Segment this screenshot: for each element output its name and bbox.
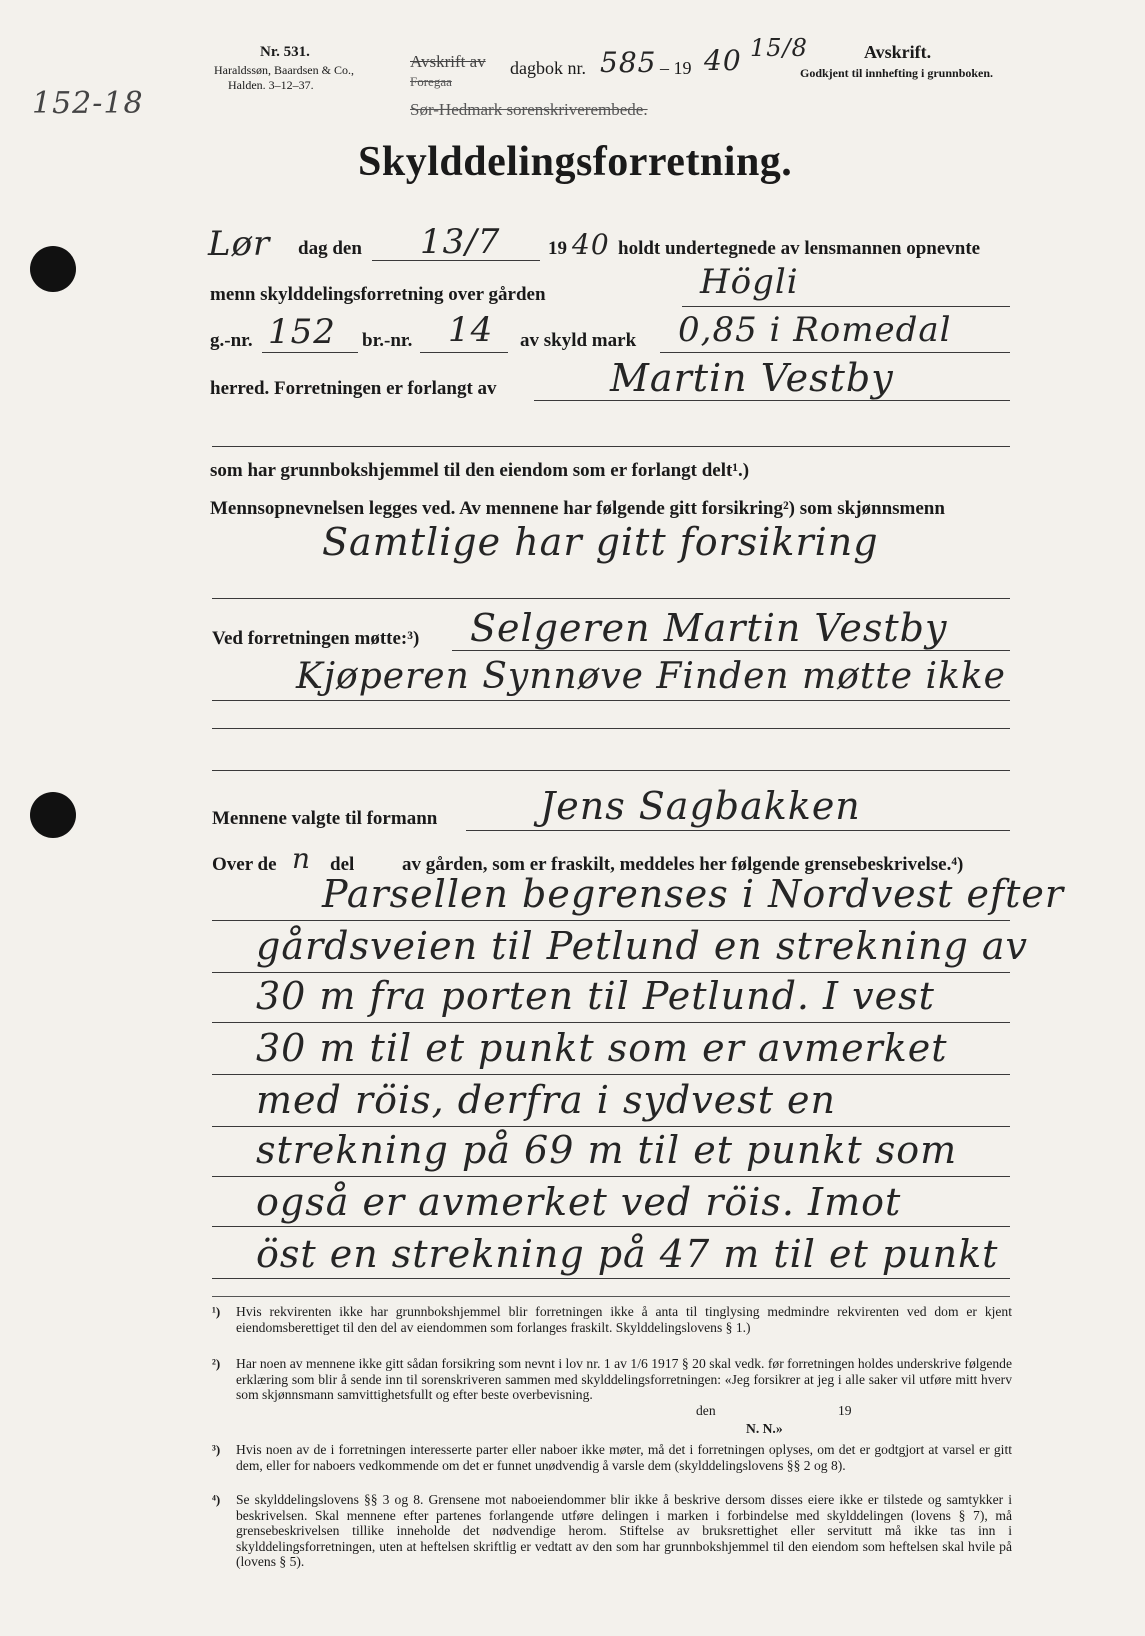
dagbok-label: dagbok nr.	[510, 58, 586, 78]
del-text: del	[330, 854, 355, 875]
forsikring-line	[212, 598, 1010, 599]
desc-underline-6	[212, 1176, 1010, 1177]
margin-note: 152-18	[32, 86, 144, 121]
office-name: Sør-Hedmark sorenskriverembede.	[410, 100, 648, 119]
mote-hand-1: Selgeren Martin Vestby	[470, 606, 948, 650]
avskrift-title: Avskrift.	[864, 42, 932, 62]
mote-label: Ved forretningen møtte:³)	[212, 628, 420, 649]
avskrift-av: Avskrift av	[410, 52, 486, 71]
description-line-2: gårdsveien til Petlund en strekning av	[256, 924, 1029, 968]
footnote-2-year: 19	[838, 1403, 852, 1418]
formann-line	[466, 830, 1010, 831]
punch-hole-bottom	[30, 792, 76, 838]
farm-hand: Högli	[700, 262, 799, 302]
skyld-line	[660, 352, 1010, 353]
mote-line-4	[212, 770, 1010, 771]
requester-hand: Martin Vestby	[610, 356, 894, 400]
brnr-line	[420, 352, 508, 353]
footnote-2-num: ²)	[212, 1356, 221, 1371]
year-hand: 40	[572, 228, 610, 261]
description-line-5: med röis, derfra i sydvest en	[256, 1078, 837, 1122]
mote-line-3	[212, 728, 1010, 729]
forsikring-hand: Samtlige har gitt forsikring	[322, 520, 879, 564]
year-printed: 19	[548, 238, 567, 259]
skyld-hand: 0,85 i Romedal	[678, 310, 952, 350]
dagbok-year: 40	[704, 44, 742, 77]
gnr-label: g.-nr.	[210, 330, 253, 351]
formann-hand: Jens Sagbakken	[540, 784, 861, 828]
mennsop-text: Mennsopnevnelsen legges ved. Av mennene har følgende gitt forsikring²) som skjønnsmenn	[210, 498, 945, 519]
skyld-label: av skyld mark	[520, 330, 637, 351]
dag-den-label: dag den	[298, 238, 362, 259]
desc-underline-4	[212, 1074, 1010, 1075]
description-line-3: 30 m fra porten til Petlund. I vest	[256, 974, 935, 1018]
footnote-3-num: ³)	[212, 1442, 221, 1457]
desc-underline-7	[212, 1226, 1010, 1227]
footnote-3-text: Hvis noen av de i forretningen interesserte parter eller naboer ikke møter, må det i forretningen oplyses, om det er godtgjort at varsel er gitt dem, eller for naboers vedkommende om det er funnet unødvendig å varsle dem (skylddelingslovens §§ 2 og 8).	[236, 1442, 1012, 1473]
gnr-line	[262, 352, 358, 353]
gnr-hand: 152	[268, 312, 336, 352]
form-number: Nr. 531.	[260, 44, 310, 60]
requester-line	[534, 400, 1010, 401]
desc-underline-3	[212, 1022, 1010, 1023]
footnote-4-text: Se skylddelingslovens §§ 3 og 8. Grensene mot naboeiendommer blir ikke å beskrive dersom disses eiere ikke er tilstede og samtykker i beskrivelsen. Skal mennene efter partenes forlangende utføre delingen i marken i forbindelse med skylddelingen (lovens § 7), må grensebeskrivelsen tillike inneholde det nødvendige herom. Stiftelse av bruksrettighet eller servitutt må ikke tas inn i skylddelingsforretningen, uten at heftelsen skriftlig er vedtatt av den som har grunnbokshjemmel til den eiendom som heftelsen skal hvile på (lovens § 5).	[236, 1492, 1012, 1570]
printer-line-2: Halden. 3–12–37.	[228, 78, 314, 92]
mote-line-1	[452, 650, 1010, 651]
footnote-4-num: ⁴)	[212, 1492, 221, 1507]
desc-underline-5	[212, 1126, 1010, 1127]
footnote-2-den: den	[696, 1403, 716, 1418]
desc-underline-2	[212, 972, 1010, 973]
grunnbok-text: som har grunnbokshjemmel til den eiendom som er forlangt delt¹.)	[210, 460, 750, 481]
footnote-divider	[212, 1296, 1010, 1297]
formann-label: Mennene valgte til formann	[212, 808, 438, 829]
footnote-1-text: Hvis rekvirenten ikke har grunnbokshjemmel blir forretningen ikke å anta til tinglysing medmindre rekvirenten ved dom er kjent eiendomsberettiget til den del av eiendommen som forlanges fraskilt. Skylddelingslovens § 1.)	[236, 1304, 1012, 1335]
herred-text: herred. Forretningen er forlangt av	[210, 378, 497, 399]
approved-stamp: Godkjent til innhefting i grunnboken.	[800, 66, 994, 80]
holdt-text: holdt undertegnede av lensmannen opnevnte	[618, 238, 981, 259]
over-hand: n	[292, 842, 312, 875]
over-label: Over de	[212, 854, 277, 875]
farm-line	[682, 306, 1010, 307]
description-line-8: öst en strekning på 47 m til et punkt	[256, 1232, 999, 1276]
menn-text: menn skylddelingsforretning over gården	[210, 284, 546, 305]
description-line-4: 30 m til et punkt som er avmerket	[256, 1026, 948, 1070]
punch-hole-top	[30, 246, 76, 292]
date-hand: 13/7	[420, 222, 501, 262]
blank-line-1	[212, 446, 1010, 447]
mote-hand-2: Kjøperen Synnøve Finden møtte ikke	[296, 656, 1006, 697]
desc-underline-8	[212, 1278, 1010, 1279]
year-prefix: – 19	[660, 58, 692, 78]
brnr-label: br.-nr.	[362, 330, 413, 351]
footnote-1-num: ¹)	[212, 1304, 221, 1319]
description-line-6: strekning på 69 m til et punkt som	[256, 1128, 958, 1172]
printer-line-1: Haraldssøn, Baardsen & Co.,	[214, 63, 354, 77]
brnr-hand: 14	[448, 310, 494, 350]
foregaaende: Foregaa	[410, 74, 452, 89]
description-line-1: Parsellen begrenses i Nordvest efter	[322, 872, 1064, 916]
footnote-2-text: Har noen av mennene ikke gitt sådan forsikring som nevnt i lov nr. 1 av 1/6 1917 § 20 skal vedk. før forretningen holdes underskrive følgende erklæring som blir å sende inn til sorenskriveren sammen med skylddelingsforretningen: «Jeg forsikrer at jeg i alle saker vil utføre mitt hverv som skjønnsmann samvittighetsfullt og efter beste overbevisning.	[236, 1356, 1012, 1403]
garden-text: av gården, som er fraskilt, meddeles her følgende grensebeskrivelse.⁴)	[402, 854, 964, 875]
document-title: Skylddelingsforretning.	[358, 139, 793, 185]
weekday-hand: Lør	[208, 224, 271, 264]
dagbok-number: 585	[600, 46, 657, 79]
footnote-2-nn: N. N.»	[746, 1421, 783, 1436]
mote-line-2	[212, 700, 1010, 701]
dagbok-date: 15/8	[750, 34, 808, 62]
description-line-7: også er avmerket ved röis. Imot	[256, 1180, 902, 1224]
desc-underline-1	[212, 920, 1010, 921]
